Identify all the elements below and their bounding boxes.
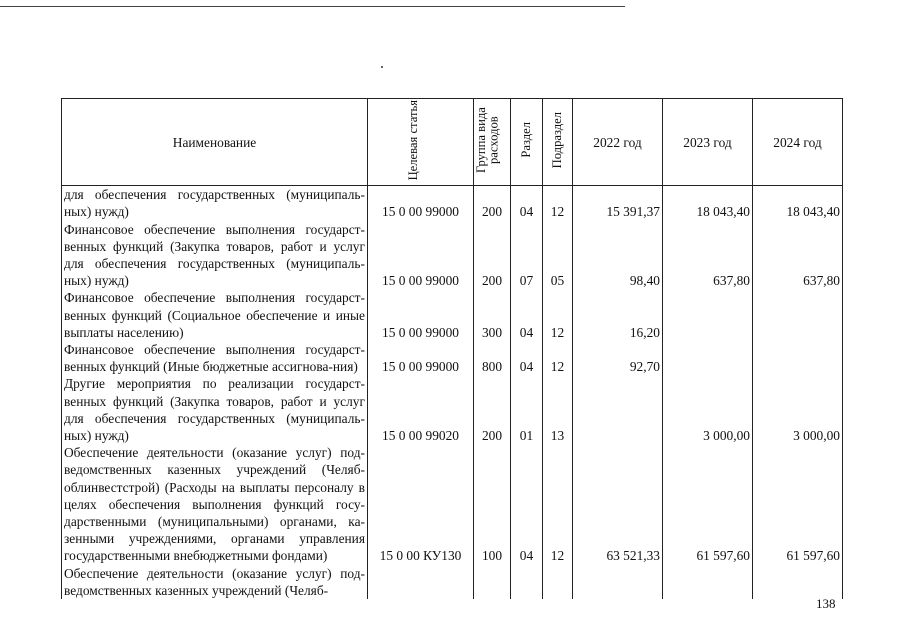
- row-section: 01: [511, 375, 543, 444]
- row-name: Финансовое обеспечение выполнения государст-венных функций (Иные бюджетные ассигнова-ния): [62, 341, 368, 375]
- row-section: 04: [511, 341, 543, 375]
- table-row: [62, 289, 843, 341]
- row-target: [368, 565, 474, 599]
- row-2022: 15 391,37: [573, 186, 663, 221]
- row-section: 04: [511, 186, 543, 221]
- row-subsection: 13: [543, 375, 573, 444]
- row-target: 15 0 00 КУ130: [368, 444, 474, 564]
- top-rule: [0, 6, 625, 7]
- row-expense-group: 200: [474, 186, 511, 221]
- row-2024: 61 597,60: [753, 444, 843, 564]
- row-section: [511, 565, 543, 599]
- row-target: 15 0 00 99000: [368, 186, 474, 221]
- row-2023: [663, 341, 753, 375]
- scan-speck: [381, 66, 383, 68]
- table-row: [62, 341, 843, 375]
- row-2022: 98,40: [573, 221, 663, 290]
- header-expense-group: Группа вида расходов: [474, 99, 511, 186]
- row-2023: 61 597,60: [663, 444, 753, 564]
- header-2024: 2024 год: [753, 99, 843, 186]
- row-2022: 63 521,33: [573, 444, 663, 564]
- row-subsection: 12: [543, 341, 573, 375]
- row-name: Финансовое обеспечение выполнения государст-венных функций (Социальное обеспечение и иные выплаты населению): [62, 289, 368, 341]
- row-subsection: 05: [543, 221, 573, 290]
- row-section: 04: [511, 289, 543, 341]
- row-expense-group: 800: [474, 341, 511, 375]
- row-2024: [753, 341, 843, 375]
- header-subsection: Подраздел: [543, 99, 573, 186]
- row-expense-group: 100: [474, 444, 511, 564]
- row-2024: [753, 565, 843, 599]
- row-2023: 637,80: [663, 221, 753, 290]
- row-2022: 16,20: [573, 289, 663, 341]
- row-2023: 18 043,40: [663, 186, 753, 221]
- row-expense-group: 200: [474, 221, 511, 290]
- row-2023: 3 000,00: [663, 375, 753, 444]
- row-name: Обеспечение деятельности (оказание услуг) под-ведомственных казенных учреждений (Челяб-облинвестстрой) (Расходы на выплаты персоналу в целях обеспечения выполнения функций госу-дарственными (муниципальными) органами, ка-зенными учреждениями, органами управления государственными внебюджетными фондами): [62, 444, 368, 564]
- header-target: Целевая статья: [368, 99, 474, 186]
- table-row: [62, 375, 843, 444]
- row-2023: [663, 289, 753, 341]
- row-target: 15 0 00 99000: [368, 341, 474, 375]
- row-target: 15 0 00 99000: [368, 289, 474, 341]
- row-2022: [573, 375, 663, 444]
- header-2023: 2023 год: [663, 99, 753, 186]
- row-2024: [753, 289, 843, 341]
- header-section: Раздел: [511, 99, 543, 186]
- row-section: 07: [511, 221, 543, 290]
- row-subsection: 12: [543, 186, 573, 221]
- row-expense-group: 300: [474, 289, 511, 341]
- row-2024: 3 000,00: [753, 375, 843, 444]
- row-name: для обеспечения государственных (муниципаль-ных) нужд): [62, 186, 368, 221]
- row-2022: [573, 565, 663, 599]
- row-subsection: [543, 565, 573, 599]
- header-name: Наименование: [62, 99, 368, 186]
- table-row: [62, 444, 843, 564]
- table-row: [62, 221, 843, 290]
- row-2022: 92,70: [573, 341, 663, 375]
- row-subsection: 12: [543, 289, 573, 341]
- table-row: [62, 565, 843, 599]
- row-2024: 637,80: [753, 221, 843, 290]
- row-subsection: 12: [543, 444, 573, 564]
- row-section: 04: [511, 444, 543, 564]
- row-name: Другие мероприятия по реализации государст-венных функций (Закупка товаров, работ и услуг для обеспечения государственных (муниципаль-ных) нужд): [62, 375, 368, 444]
- row-2024: 18 043,40: [753, 186, 843, 221]
- row-2023: [663, 565, 753, 599]
- row-name: Обеспечение деятельности (оказание услуг) под-ведомственных казенных учреждений (Челяб-: [62, 565, 368, 599]
- header-2022: 2022 год: [573, 99, 663, 186]
- row-name: Финансовое обеспечение выполнения государст-венных функций (Закупка товаров, работ и услуг для обеспечения государственных (муниципаль-ных) нужд): [62, 221, 368, 290]
- row-target: 15 0 00 99000: [368, 221, 474, 290]
- row-target: 15 0 00 99020: [368, 375, 474, 444]
- table-row: [62, 186, 843, 221]
- page-number: 138: [816, 596, 836, 611]
- header-row: [62, 99, 843, 186]
- row-expense-group: 200: [474, 375, 511, 444]
- budget-table: [61, 98, 843, 599]
- row-expense-group: [474, 565, 511, 599]
